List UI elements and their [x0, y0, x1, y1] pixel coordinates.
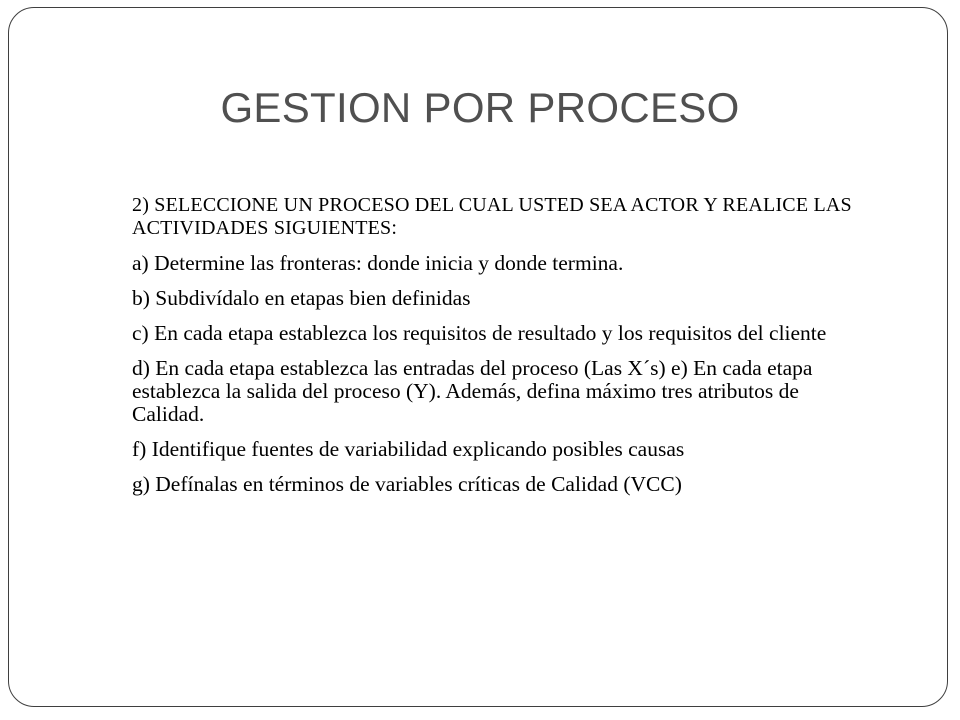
slide-body: [132, 194, 872, 508]
instruction-paragraph: 2) SELECCIONE UN PROCESO DEL CUAL USTED SEA ACTOR Y REALICE LAS ACTIVIDADES SIGUIENTES:: [132, 194, 852, 239]
activity-g: g) Defínalas en términos de variables críticas de Calidad (VCC): [132, 472, 682, 496]
activity-a: a) Determine las fronteras: donde inicia y donde termina.: [132, 251, 624, 275]
activity-d-e: d) En cada etapa establezca las entradas del proceso (Las X´s) e) En cada etapa establezca la salida del proceso (Y). Además, defina máximo tres atributos de Calidad.: [132, 356, 813, 426]
activity-f: f) Identifique fuentes de variabilidad explicando posibles causas: [132, 437, 685, 461]
slide-title: GESTION POR PROCESO: [220, 84, 740, 131]
activity-c: c) En cada etapa establezca los requisitos de resultado y los requisitos del cliente: [132, 321, 827, 345]
activity-b: b) Subdivídalo en etapas bien definidas: [132, 286, 471, 310]
